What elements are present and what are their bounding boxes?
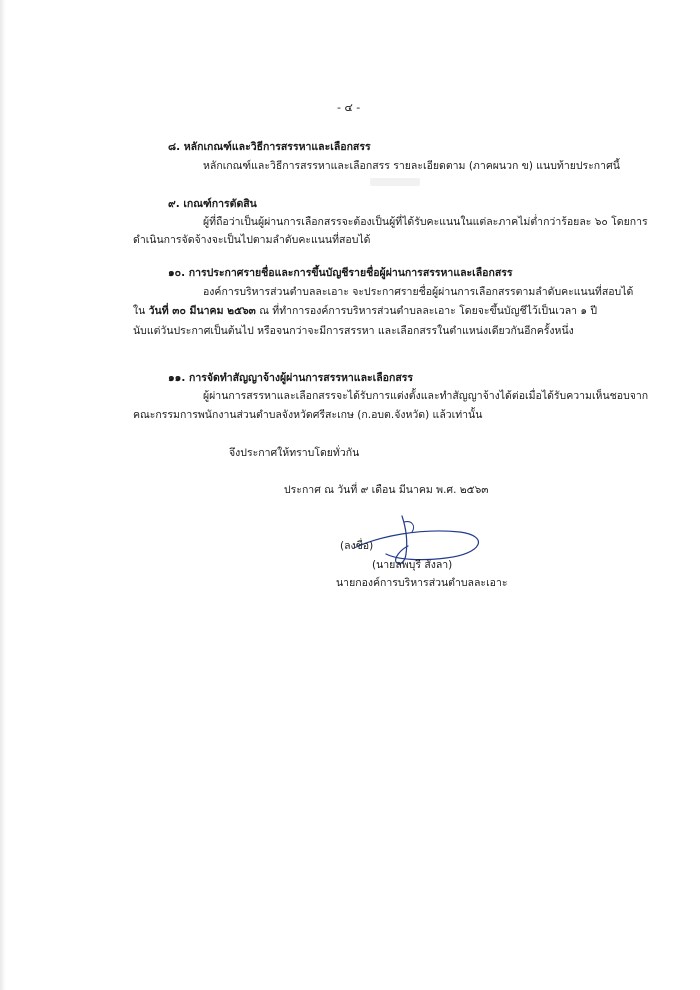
section-9-heading: ๙. เกณฑ์การตัดสิน: [168, 198, 257, 210]
section-10-line-1: องค์การบริหารส่วนตำบลละเอาะ จะประกาศรายชื่อผู้ผ่านการเลือกสรรตามลำดับคะแนนที่สอบได้: [203, 286, 634, 298]
page-number: - ๔ -: [337, 101, 361, 114]
line-prefix: ใน: [133, 305, 149, 317]
section-8-heading: ๘. หลักเกณฑ์และวิธีการสรรหาและเลือกสรร: [168, 141, 371, 153]
line-suffix: ณ ที่ทำการองค์การบริหารส่วนตำบลละเอาะ โดยจะขึ้นบัญชีไว้เป็นเวลา ๑ ปี: [255, 305, 598, 317]
date-line: ประกาศ ณ วันที่ ๙ เดือน มีนาคม พ.ศ. ๒๕๖๓: [284, 484, 489, 496]
announcement-text: จึงประกาศให้ทราบโดยทั่วกัน: [229, 447, 360, 459]
signed-label: (ลงชื่อ): [340, 540, 374, 552]
section-9-line-2: ดำเนินการจัดจ้างจะเป็นไปตามลำดับคะแนนที่สอบได้: [133, 234, 371, 246]
section-9-line-1: ผู้ที่ถือว่าเป็นผู้ผ่านการเลือกสรรจะต้องเป็นผู้ที่ได้รับคะแนนในแต่ละภาคไม่ต่ำกว่าร้อยละ ๖๐ โดยการ: [203, 216, 648, 228]
section-11-line-2: คณะกรรมการพนักงานส่วนตำบลจังหวัดศรีสะเกษ (ก.อบต.จังหวัด) แล้วเท่านั้น: [133, 409, 483, 421]
signatory-title: นายกองค์การบริหารส่วนตำบลละเอาะ: [336, 577, 508, 589]
signatory-name: (นายลพบุรี สังลา): [372, 559, 453, 571]
section-11-line-1: ผู้ผ่านการสรรหาและเลือกสรรจะได้รับการแต่งตั้งและทำสัญญาจ้างได้ต่อเมื่อได้รับความเห็นชอบจาก: [203, 390, 649, 402]
section-8-body: หลักเกณฑ์และวิธีการสรรหาและเลือกสรร รายละเอียดตาม (ภาคผนวก ข) แนบท้ายประกาศนี้: [203, 160, 620, 172]
announcement-date: วันที่ ๓๐ มีนาคม ๒๕๖๓: [148, 305, 256, 317]
section-10-line-3: นับแต่วันประกาศเป็นต้นไป หรือจนกว่าจะมีการสรรหา และเลือกสรรในตำแหน่งเดียวกันอีกครั้งหนึ่ง: [133, 325, 574, 337]
section-10-line-2: [133, 304, 597, 318]
section-10-heading: ๑๐. การประกาศรายชื่อและการขึ้นบัญชีรายชื่อผู้ผ่านการสรรหาและเลือกสรร: [168, 267, 513, 279]
section-11-heading: ๑๑. การจัดทำสัญญาจ้างผู้ผ่านการสรรหาและเลือกสรร: [168, 372, 414, 384]
faded-stamp: [370, 178, 420, 186]
